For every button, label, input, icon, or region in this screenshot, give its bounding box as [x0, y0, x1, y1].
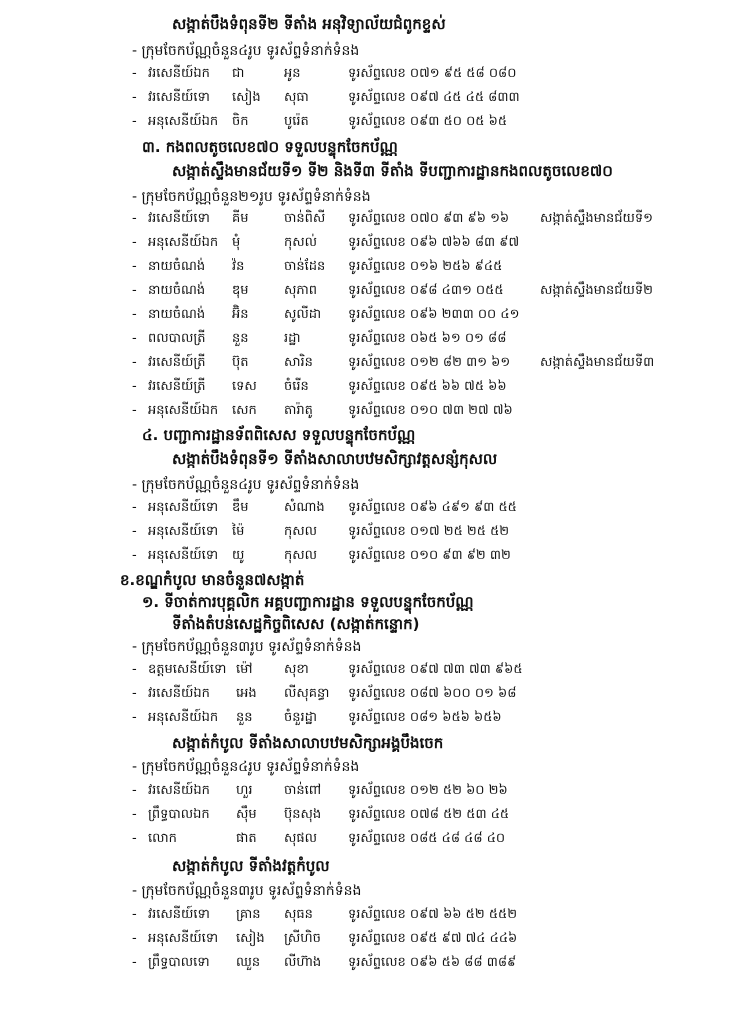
- member-surname: មុំ: [232, 235, 241, 250]
- member-rank: អនុសេនីយ៍ឯក: [148, 114, 219, 129]
- member-rank: ឧត្តមសេនីយ៍ទោ: [148, 662, 227, 677]
- team-line: - ក្រុមចែកប័ណ្ណចំនួន២១រូប ទូរស័ព្ទទំនាក់ទំនង: [132, 189, 371, 205]
- member-phone: ទូរស័ព្ទលេខ ០៩៧ ៤៥ ៤៥ ៨៣៣: [348, 90, 520, 105]
- member-phone: ទូរស័ព្ទលេខ ០១២ ៨២ ៣១ ៦១: [348, 355, 511, 370]
- section-heading: សង្កាត់កំបូល ទីតាំងវត្តកំបូល: [172, 857, 330, 875]
- section-heading: សង្កាត់កំបូល ទីតាំងសាលាបឋមសិក្សាអង្គបឹងចេក: [172, 734, 444, 752]
- member-name: ប៊ុនសុង: [284, 807, 322, 822]
- member-rank: អនុសេនីយ៍ឯក: [148, 235, 219, 250]
- member-surname: ឌឹម: [232, 500, 249, 515]
- member-phone: ទូរស័ព្ទលេខ ០៩៣ ៥០ ០៥ ៦៥: [348, 114, 508, 129]
- member-name: បូរ៉េត: [284, 114, 309, 129]
- member-surname: វ៉ន: [232, 259, 245, 274]
- member-dash: -: [132, 931, 137, 946]
- member-rank: វរសេនីយ៍ទោ: [148, 211, 210, 226]
- member-name: សុធន: [284, 907, 313, 922]
- member-name: ចាន់ពៅ: [284, 783, 322, 798]
- member-phone: ទូរស័ព្ទលេខ ០៨៧ ៦០០ ០១ ៦៨: [348, 686, 517, 701]
- member-dash: -: [132, 283, 137, 298]
- member-phone: ទូរស័ព្ទលេខ ០៩៧ ៧៣ ៧៣ ៩៦៥: [348, 662, 523, 677]
- member-name: សុធា: [284, 90, 309, 105]
- team-line: - ក្រុមចែកប័ណ្ណចំនួន៤រូប ទូរស័ព្ទទំនាក់ទំនង: [132, 759, 360, 775]
- member-surname: ម៉ៅ: [236, 662, 253, 677]
- member-dash: -: [132, 90, 137, 105]
- member-note: សង្កាត់ស្ទឹងមានជ័យទី២: [540, 283, 653, 298]
- member-name: សូលីដា: [284, 307, 322, 322]
- member-surname: អេង: [236, 686, 257, 701]
- team-line: - ក្រុមចែកប័ណ្ណចំនួន៣រូប ទូរស័ព្ទទំនាក់ទំនង: [132, 883, 362, 899]
- member-name: សុផល: [284, 831, 318, 846]
- member-dash: -: [132, 831, 137, 846]
- member-name: តារ៉ាតូ: [284, 403, 313, 418]
- member-name: សំណាង: [284, 500, 325, 515]
- member-dash: -: [132, 379, 137, 394]
- member-name: រដ្ឋា: [284, 331, 301, 346]
- member-dash: -: [132, 807, 137, 822]
- member-name: ចំរើន: [284, 379, 309, 394]
- member-rank: វរសេនីយ៍ឯក: [148, 66, 210, 81]
- member-rank: អនុសេនីយ៍ទោ: [148, 500, 219, 515]
- member-phone: ទូរស័ព្ទលេខ ០៨១ ៦៥៦ ៦៥៦: [348, 710, 502, 725]
- member-name: លីហ៊ាង: [284, 955, 322, 970]
- member-rank: វរសេនីយ៍ឯក: [148, 783, 210, 798]
- district-heading: ខ.ខណ្ឌកំបូល មានចំនួន៧សង្កាត់: [120, 571, 305, 589]
- member-rank: នាយចំណង់: [148, 307, 206, 322]
- member-name: សុខា: [284, 662, 309, 677]
- member-rank: វរសេនីយ៍ឯក: [148, 686, 210, 701]
- member-dash: -: [132, 686, 137, 701]
- member-phone: ទូរស័ព្ទលេខ ០១៦ ២៥៦ ៩៤៥: [348, 259, 503, 274]
- member-surname: នួន: [236, 710, 253, 725]
- member-surname: ជា: [232, 66, 245, 81]
- member-dash: -: [132, 211, 137, 226]
- member-surname: អ៊ិន: [232, 307, 249, 322]
- member-surname: ស៊ឹម: [236, 807, 257, 822]
- team-line: - ក្រុមចែកប័ណ្ណចំនួន៤រូប ទូរស័ព្ទទំនាក់ទំនង: [132, 477, 360, 493]
- member-rank: អនុសេនីយ៍ឯក: [148, 710, 219, 725]
- member-dash: -: [132, 500, 137, 515]
- member-phone: ទូរស័ព្ទលេខ ០៩៧ ៦៦ ៥២ ៥៥២: [348, 907, 518, 922]
- member-phone: ទូរស័ព្ទលេខ ០៩៦ ២៣៣ ០០ ៤១: [348, 307, 520, 322]
- section-heading: សង្កាត់បឹងទំពុនទី២ ទីតាំង អនុវិទ្យាល័យជំពូកខ្ទស់: [172, 15, 446, 33]
- section-heading: សង្កាត់បឹងទំពុនទី១ ទីតាំងសាលាបឋមសិក្សាវត្តសន្សំកុសល: [172, 450, 498, 468]
- member-rank: វរសេនីយ៍ត្រី: [148, 355, 206, 370]
- member-name: កុសល: [284, 548, 318, 563]
- member-rank: អនុសេនីយ៍ទោ: [148, 548, 219, 563]
- member-surname: សេក: [232, 403, 257, 418]
- member-dash: -: [132, 710, 137, 725]
- member-surname: គីម: [232, 211, 249, 226]
- section-heading: ៤. បញ្ជាការដ្ឋានទ័ពពិសេស ទទួលបន្ទុកចែកប័ណ្ណ: [142, 426, 416, 444]
- member-surname: ឈួន: [236, 955, 261, 970]
- team-line: - ក្រុមចែកប័ណ្ណចំនួន៤រូប ទូរស័ព្ទទំនាក់ទំនង: [132, 43, 360, 59]
- member-name: សុភាព: [284, 283, 318, 298]
- member-surname: នួន: [232, 331, 249, 346]
- member-name: អូន: [284, 66, 301, 81]
- member-phone: ទូរស័ព្ទលេខ ០១០ ៩៣ ៩២ ៣២: [348, 548, 511, 563]
- member-surname: ឌុម: [232, 283, 249, 298]
- member-phone: ទូរស័ព្ទលេខ ០១២ ៥២ ៦០ ២៦: [348, 783, 508, 798]
- member-surname: យូ: [232, 548, 245, 563]
- member-rank: អនុសេនីយ៍ឯក: [148, 403, 219, 418]
- member-name: ចាន់ដែន: [284, 259, 326, 274]
- member-dash: -: [132, 114, 137, 129]
- member-surname: សៀង: [232, 90, 261, 105]
- member-phone: ទូរស័ព្ទលេខ ០៧០ ៩៣ ៩៦ ១៦: [348, 211, 510, 226]
- member-dash: -: [132, 662, 137, 677]
- member-note: សង្កាត់ស្ទឹងមានជ័យទី១: [540, 211, 653, 226]
- member-rank: វរសេនីយ៍ទោ: [148, 907, 210, 922]
- member-phone: ទូរស័ព្ទលេខ ០៨៥ ៤៨ ៤៨ ៤០: [348, 831, 506, 846]
- member-phone: ទូរស័ព្ទលេខ ០៦៥ ៦១ ០១ ៨៨: [348, 331, 507, 346]
- member-dash: -: [132, 66, 137, 81]
- member-dash: -: [132, 524, 137, 539]
- section-heading: ទីតាំងតំបន់សេដ្ឋកិច្ចពិសេស (សង្កាត់កន្ទោក): [172, 615, 420, 633]
- member-surname: ហួរ: [236, 783, 253, 798]
- member-surname: គ្រាន: [236, 907, 261, 922]
- member-name: សារិន: [284, 355, 313, 370]
- member-surname: សៀង: [236, 931, 265, 946]
- member-rank: ព្រឹទ្ធបាលឯក: [148, 807, 210, 822]
- member-surname: ចិក: [232, 114, 249, 129]
- member-phone: ទូរស័ព្ទលេខ ០៧៨ ៥២ ៥៣ ៤៥: [348, 807, 510, 822]
- member-rank: នាយចំណង់: [148, 259, 206, 274]
- team-line: - ក្រុមចែកប័ណ្ណចំនួន៣រូប ទូរស័ព្ទទំនាក់ទំនង: [132, 639, 362, 655]
- member-phone: ទូរស័ព្ទលេខ ០១៧ ២៥ ២៥ ៥២: [348, 524, 510, 539]
- member-rank: ព្រឹទ្ធបាលទោ: [148, 955, 210, 970]
- member-dash: -: [132, 783, 137, 798]
- member-phone: ទូរស័ព្ទលេខ ០៩៥ ៩៧ ៧៤ ៤៤៦: [348, 931, 518, 946]
- member-name: ស្រីហិច: [284, 931, 321, 946]
- member-dash: -: [132, 955, 137, 970]
- member-dash: -: [132, 331, 137, 346]
- section-heading: ១. ទីចាត់ការបុគ្គលិក អគ្គបញ្ជាការដ្ឋាន ទទួលបន្ទុកចែកប័ណ្ណ: [142, 593, 474, 611]
- member-rank: អនុសេនីយ៍ទោ: [148, 524, 219, 539]
- member-surname: ផាត: [236, 831, 257, 846]
- member-phone: ទូរស័ព្ទលេខ ០១០ ៧៣ ២៧ ៧៦: [348, 403, 513, 418]
- member-dash: -: [132, 259, 137, 274]
- member-phone: ទូរស័ព្ទលេខ ០៩៨ ៤៣១ ០៥៥: [348, 283, 504, 298]
- member-dash: -: [132, 548, 137, 563]
- member-dash: -: [132, 235, 137, 250]
- member-name: ចាន់ពិសី: [284, 211, 326, 226]
- member-phone: ទូរស័ព្ទលេខ ០៩៦ ៤៩១ ៩៣ ៥៥: [348, 500, 517, 515]
- section-heading: សង្កាត់ស្ទឹងមានជ័យទី១ ទី២ និងទី៣ ទីតាំង ទីបញ្ជាការដ្ឋានកងពលតូចលេខ៧០: [172, 162, 613, 180]
- member-rank: លោក: [148, 831, 177, 846]
- member-dash: -: [132, 355, 137, 370]
- member-phone: ទូរស័ព្ទលេខ ០៩៦ ៥៦ ៨៨ ៣៨៩: [348, 955, 517, 970]
- member-name: កុសល: [284, 524, 318, 539]
- member-rank: វរសេនីយ៍ត្រី: [148, 379, 206, 394]
- member-phone: ទូរស័ព្ទលេខ ០៩៥ ៦៦ ៧៥ ៦៦: [348, 379, 507, 394]
- member-name: ចំនួរដ្ឋា: [284, 710, 318, 725]
- member-phone: ទូរស័ព្ទលេខ ០៧១ ៩៥ ៥៨ ០៨០: [348, 66, 517, 81]
- member-dash: -: [132, 403, 137, 418]
- member-surname: ទេស: [232, 379, 257, 394]
- member-name: លីសុគន្ធា: [284, 686, 330, 701]
- member-surname: ម៉ៃ: [232, 524, 245, 539]
- member-rank: ពលបាលត្រី: [148, 331, 206, 346]
- member-dash: -: [132, 307, 137, 322]
- member-surname: ប៊ុត: [232, 355, 249, 370]
- member-name: កុសល់: [284, 235, 318, 250]
- member-note: សង្កាត់ស្ទឹងមានជ័យទី៣: [540, 355, 655, 370]
- member-rank: វរសេនីយ៍ទោ: [148, 90, 210, 105]
- member-phone: ទូរស័ព្ទលេខ ០៩៦ ៧៦៦ ៨៣ ៩៧: [348, 235, 520, 250]
- section-heading: ៣. កងពលតូចលេខ៧០ ទទួលបន្ទុកចែកប័ណ្ណ: [142, 138, 398, 156]
- member-rank: អនុសេនីយ៍ទោ: [148, 931, 219, 946]
- member-rank: នាយចំណង់: [148, 283, 206, 298]
- member-dash: -: [132, 907, 137, 922]
